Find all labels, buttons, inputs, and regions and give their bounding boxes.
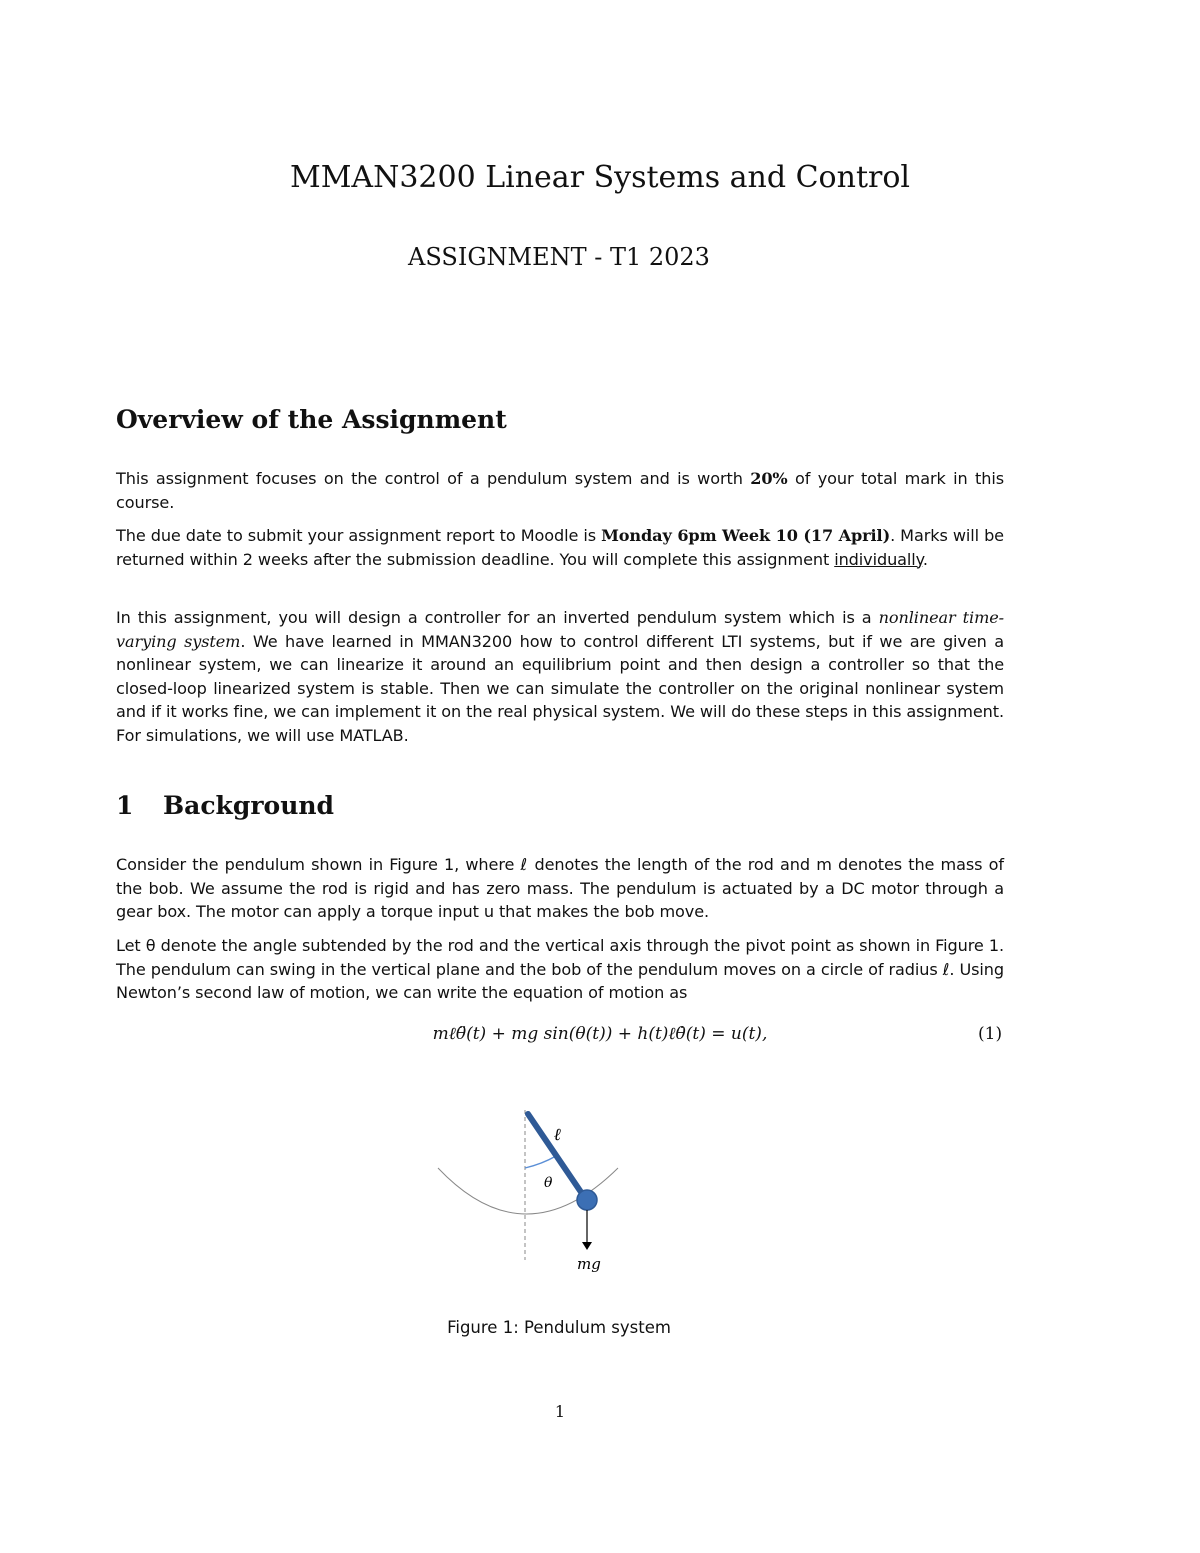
pendulum-figure: [430, 1100, 630, 1280]
equation-number: (1): [978, 1024, 1003, 1044]
force-arrowhead: [582, 1242, 592, 1250]
page-number: 1: [554, 1402, 566, 1421]
equation-1: mℓθ̈(t) + mg sin(θ(t)) + h(t)ℓθ̇(t) = u(t),: [432, 1024, 768, 1044]
background-paragraph-1: Consider the pendulum shown in Figure 1, where ℓ denotes the length of the rod and m denotes the mass of the bob. We assume the rod is rigid and has zero mass. The pendulum is actuated by a DC motor through a gear box. The motor can apply a torque input u that makes the bob move.: [116, 855, 1004, 922]
angle-label: θ: [544, 1175, 553, 1191]
figure-caption: Figure 1: Pendulum system: [447, 1318, 671, 1337]
background-paragraph-2: Let θ denote the angle subtended by the rod and the vertical axis through the pivot point as shown in Figure 1. The pendulum can swing in the vertical plane and the bob of the pendulum moves on a circle of radius ℓ. Using Newton’s second law of motion, we can write the equation of motion as: [116, 936, 1004, 1003]
overview-heading: Overview of the Assignment: [116, 405, 507, 434]
length-label: ℓ: [554, 1125, 562, 1145]
overview-paragraph-3: In this assignment, you will design a controller for an inverted pendulum system which is a nonlinear time-varying system. We have learned in MMAN3200 how to control different LTI systems, but if we are given a nonlinear system, we can linearize it around an equilibrium point and then design a controller so that the closed-loop linearized system is stable. Then we can simulate the controller on the original nonlinear system and if it works fine, we can implement it on the real physical system. We will do these steps in this assignment. For simulations, we will use MATLAB.: [116, 608, 1005, 745]
force-label: mg: [577, 1255, 601, 1273]
angle-arc: [525, 1156, 556, 1168]
document-subtitle: ASSIGNMENT - T1 2023: [408, 243, 710, 271]
pendulum-bob: [577, 1190, 597, 1210]
background-heading: Background: [163, 791, 335, 820]
section-number: 1: [116, 791, 134, 820]
overview-paragraph-1: This assignment focuses on the control of a pendulum system and is worth 20% of your total mark in this course.: [116, 469, 1004, 512]
overview-paragraph-2: The due date to submit your assignment report to Moodle is Monday 6pm Week 10 (17 April). Marks will be returned within 2 weeks after the submission deadline. You will complete this assignment individually.: [116, 526, 1004, 569]
document-title: MMAN3200 Linear Systems and Control: [289, 160, 910, 195]
